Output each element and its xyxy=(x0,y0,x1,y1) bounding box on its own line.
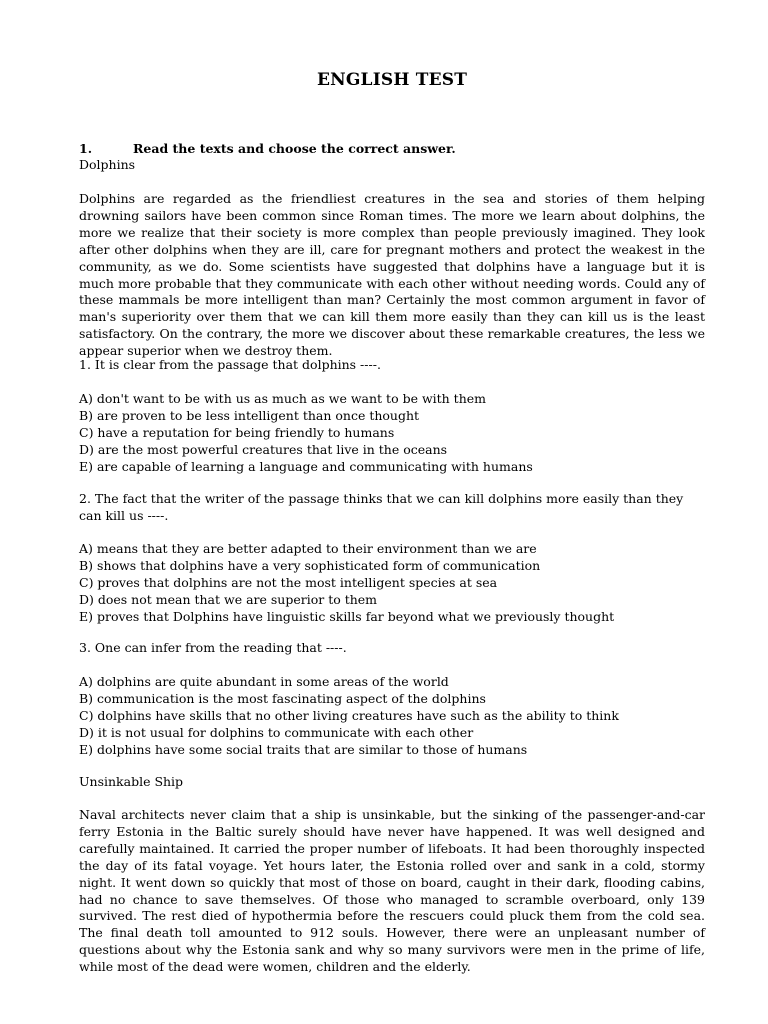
question-2-option-c: C) proves that dolphins are not the most intelligent species at sea xyxy=(79,574,498,590)
question-3-option-e: E) dolphins have some social traits that are similar to those of humans xyxy=(79,741,528,757)
question-2-stem: 2. The fact that the writer of the passage thinks that we can kill dolphins more easily than they can kill us ----. xyxy=(79,491,684,523)
question-1-option-b: B) are proven to be less intelligent than once thought xyxy=(79,407,420,423)
question-1-option-a: A) don't want to be with us as much as we want to be with them xyxy=(79,391,487,406)
instruction-text: Read the texts and choose the correct answer. xyxy=(133,141,456,156)
question-3-stem: 3. One can infer from the reading that ----. xyxy=(79,640,347,655)
question-3-option-d: D) it is not usual for dolphins to communicate with each other xyxy=(79,724,474,740)
passage-body-dolphins: Dolphins are regarded as the friendliest creatures in the sea and stories of them helping drowning sailors have been common since Roman times. The more we learn about dolphins, the more we realize that their society is more complex than people previously imagined. They look after other dolphins when they are ill, care for pregnant mothers and protect the weakest in the community, as we do. Some scientists have suggested that dolphins have a language but it is much more probable that they communicate with each other without needing words. Could any of these mammals be more intelligent than man? Certainly the most common argument in favor of man's superiority over them that we can kill them more easily than they can kill us is the least satisfactory. On the contrary, the more we discover about these remarkable creatures, the less we appear superior when we destroy them. xyxy=(79,191,705,359)
question-3-option-c: C) dolphins have skills that no other living creatures have such as the ability to think xyxy=(79,707,619,723)
question-1-options xyxy=(79,391,705,476)
page-title: ENGLISH TEST xyxy=(316,70,468,90)
instruction xyxy=(79,140,705,157)
question-2-options xyxy=(79,541,705,626)
question-2-option-d: D) does not mean that we are superior to them xyxy=(79,591,378,607)
question-3-option-b: B) communication is the most fascinating aspect of the dolphins xyxy=(79,690,486,706)
question-2-option-e: E) proves that Dolphins have linguistic skills far beyond what we previously thought xyxy=(79,608,615,624)
question-1-stem: 1. It is clear from the passage that dolphins ----. xyxy=(79,357,381,372)
question-2-option-b: B) shows that dolphins have a very sophisticated form of communication xyxy=(79,557,541,573)
question-3-option-a: A) dolphins are quite abundant in some areas of the world xyxy=(79,674,449,689)
passage-heading-dolphins: Dolphins xyxy=(79,157,136,172)
passage-heading-unsinkable-ship: Unsinkable Ship xyxy=(79,774,184,789)
question-2-option-a: A) means that they are better adapted to their environment than we are xyxy=(79,541,537,556)
question-1-option-d: D) are the most powerful creatures that live in the oceans xyxy=(79,441,448,457)
question-1-option-e: E) are capable of learning a language and communicating with humans xyxy=(79,458,533,474)
question-3-options xyxy=(79,674,705,759)
question-1-option-c: C) have a reputation for being friendly to humans xyxy=(79,424,395,440)
passage-body-unsinkable-ship: Naval architects never claim that a ship is unsinkable, but the sinking of the passenger-and-car ferry Estonia in the Baltic surely should have never have happened. It was well designed and carefully maintained. It carried the proper number of lifeboats. It had been thoroughly inspected the day of its fatal voyage. Yet hours later, the Estonia rolled over and sank in a cold, stormy night. It went down so quickly that most of those on board, caught in their dark, flooding cabins, had no chance to save themselves. Of those who managed to scramble overboard, only 139 survived. The rest died of hypothermia before the rescuers could pluck them from the cold sea. The final death toll amounted to 912 souls. However, there were an unpleasant number of questions about why the Estonia sank and why so many survivors were men in the prime of life, while most of the dead were women, children and the elderly. xyxy=(79,807,705,975)
instruction-number: 1. xyxy=(79,141,93,156)
